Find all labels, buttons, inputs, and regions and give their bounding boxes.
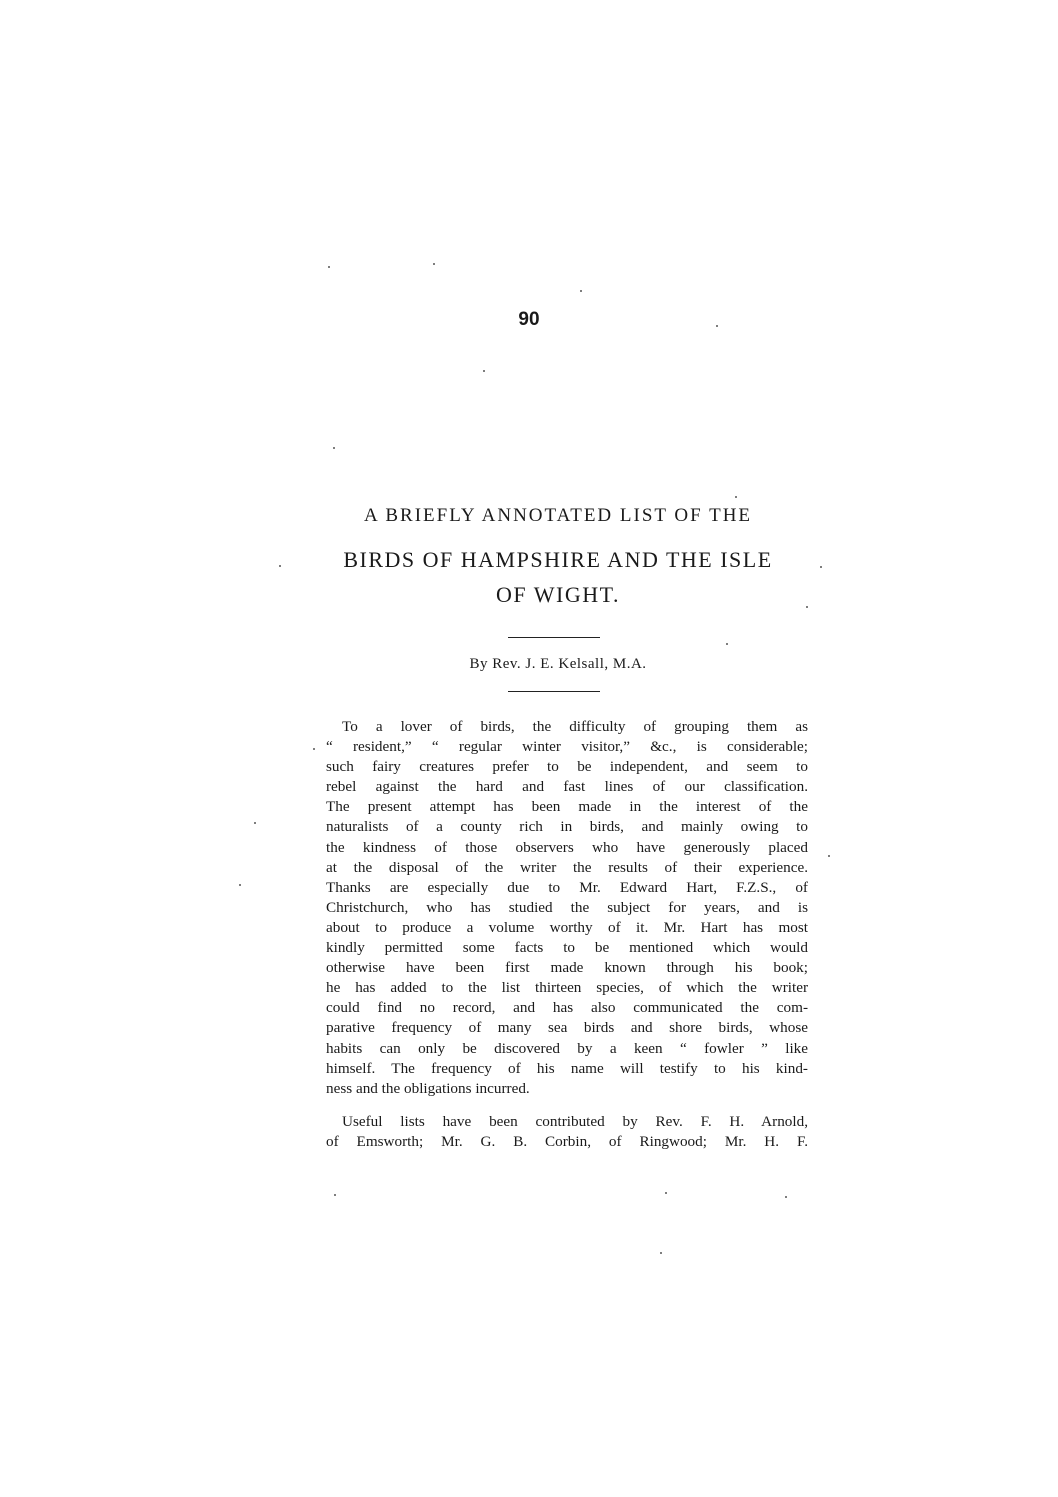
paragraph-line: ness and the obligations incurred. (326, 1079, 530, 1097)
paragraph-line: Christchurch, who has studied the subject for years, and is (326, 898, 808, 916)
paragraph-line: habits can only be discovered by a keen “ fowler ” like (326, 1039, 808, 1057)
paragraph-line: rebel against the hard and fast lines of our classification. (326, 778, 808, 796)
paragraph-line: Useful lists have been contributed by Rev. F. H. Arnold, (342, 1113, 808, 1130)
title-line-3: OF WIGHT. (496, 582, 620, 607)
paragraph-line: “ resident,” “ regular winter visitor,” &c., is considerable; (326, 738, 808, 756)
scan-speck (580, 290, 582, 292)
scan-speck (279, 565, 281, 567)
scan-speck (433, 263, 435, 265)
divider-rule-top (508, 637, 600, 638)
paragraph-line: himself. The frequency of his name will testify to his kind- (326, 1059, 808, 1077)
paragraph-contributors (326, 1112, 808, 1152)
scan-speck (828, 855, 830, 857)
paragraph-line: of Emsworth; Mr. G. B. Corbin, of Ringwood; Mr. H. F. (326, 1133, 808, 1151)
scan-speck (726, 643, 728, 645)
paragraph-line: parative frequency of many sea birds and shore birds, whose (326, 1019, 808, 1037)
paragraph-line: The present attempt has been made in the interest of the (326, 798, 808, 816)
scan-speck (785, 1196, 787, 1198)
scan-speck (735, 496, 737, 498)
paragraph-line: Thanks are especially due to Mr. Edward Hart, F.Z.S., of (326, 878, 808, 896)
paragraph-line: otherwise have been first made known through his book; (326, 959, 808, 977)
scan-speck (313, 748, 315, 750)
paragraph-line: To a lover of birds, the difficulty of grouping them as (342, 718, 808, 735)
scan-speck (806, 606, 808, 608)
title-line-1: A BRIEFLY ANNOTATED LIST OF THE (363, 505, 753, 526)
title-line-2: BIRDS OF HAMPSHIRE AND THE ISLE (343, 547, 773, 572)
scan-speck (660, 1252, 662, 1254)
scan-speck (333, 447, 335, 449)
scan-speck (328, 266, 330, 268)
paragraph-line: the kindness of those observers who have generously placed (326, 838, 808, 856)
divider-rule-bottom (508, 691, 600, 692)
scan-speck (239, 884, 241, 886)
scan-speck (716, 325, 718, 327)
scan-speck (820, 566, 822, 568)
paragraph-intro (326, 717, 808, 1099)
paragraph-line: he has added to the list thirteen species, of which the writer (326, 979, 808, 997)
paragraph-line: about to produce a volume worthy of it. Mr. Hart has most (326, 918, 808, 936)
paragraph-line: kindly permitted some facts to be mentioned which would (326, 939, 808, 957)
paragraph-line: at the disposal of the writer the results of their experience. (326, 858, 808, 876)
scan-speck (483, 370, 485, 372)
paragraph-line: could find no record, and has also communicated the com- (326, 999, 808, 1017)
paragraph-line: such fairy creatures prefer to be independent, and seem to (326, 758, 808, 776)
paragraph-line: naturalists of a county rich in birds, and mainly owing to (326, 818, 808, 836)
author-byline: By Rev. J. E. Kelsall, M.A. (469, 656, 647, 672)
scan-speck (334, 1194, 336, 1196)
scan-speck (665, 1192, 667, 1194)
scan-speck (254, 822, 256, 824)
page-number: 90 (518, 309, 540, 330)
